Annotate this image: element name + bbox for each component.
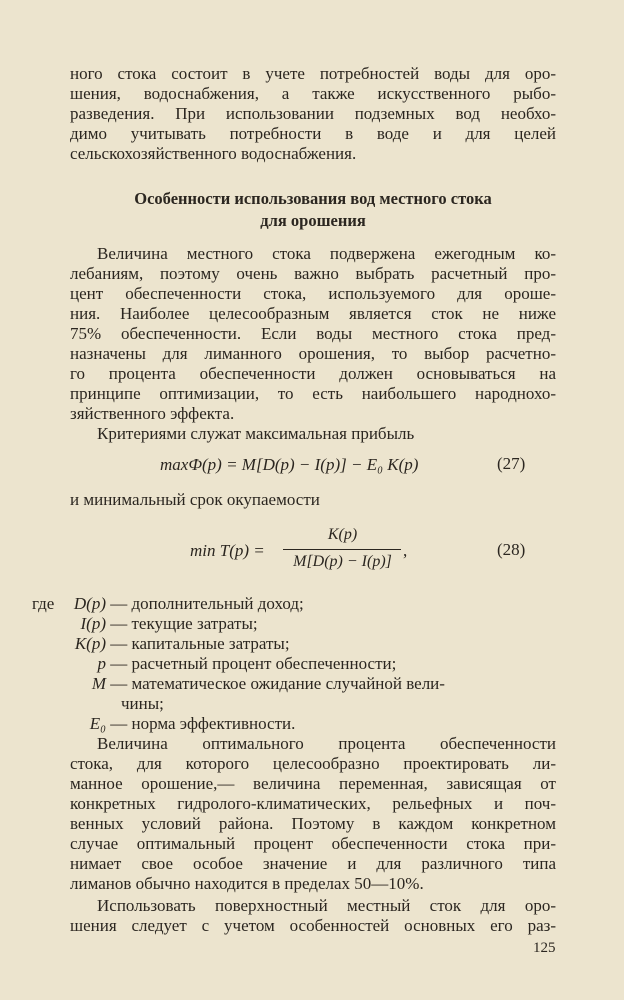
text-line: стока, для которого целесообразно проектировать ли- <box>70 754 556 773</box>
definition-item <box>66 714 295 734</box>
definition-item <box>66 654 396 674</box>
definition-symbol: K(p) <box>74 634 106 653</box>
definition-item <box>66 674 445 694</box>
definitions-lead: где <box>32 594 55 613</box>
definition-text: — расчетный процент обеспеченности; <box>110 654 397 673</box>
text-line: ния. Наиболее целесообразным является сток не ниже <box>70 304 556 323</box>
definition-text: — дополнительный доход; <box>110 594 304 613</box>
definition-continuation: чины; <box>121 694 164 713</box>
definition-symbol: E₀ <box>89 714 106 733</box>
text-line: ного стока состоит в учете потребностей воды для оро- <box>70 64 556 83</box>
text-line: случае оптимальный процент обеспеченности стока при- <box>70 834 556 853</box>
text-line: манное орошение,— величина переменная, зависящая от <box>70 774 556 793</box>
text-line: димо учитывать потребности в воде и для целей <box>70 124 556 143</box>
fraction-bar <box>283 549 401 550</box>
text-line: конкретных гидролого-климатических, рельефных и поч- <box>70 794 556 813</box>
definition-text: — капитальные затраты; <box>110 634 290 653</box>
text-line: нимает свое особое значение и для различного типа <box>70 854 556 873</box>
section-heading-line1: Особенности использования вод местного стока <box>134 189 492 208</box>
text-line: 75% обеспеченности. Если воды местного стока пред- <box>70 324 556 343</box>
text-line: шения следует с учетом особенностей основных его раз- <box>70 916 556 935</box>
text-line: цент обеспеченности стока, используемого для ороше- <box>70 284 556 303</box>
definition-symbol: I(p) <box>80 614 106 633</box>
equation-number-28: (28) <box>497 540 526 559</box>
definition-item <box>66 634 290 654</box>
text-line: лебаниям, поэтому очень важно выбрать расчетный про- <box>70 264 556 283</box>
text-line: сельскохозяйственного водоснабжения. <box>70 144 357 163</box>
definition-symbol: p <box>97 654 106 673</box>
definition-text: — норма эффективности. <box>110 714 296 733</box>
text-line: венных условий района. Поэтому в каждом конкретном <box>70 814 556 833</box>
formula-28-lhs: min T(p) = <box>190 541 265 560</box>
definition-symbol: D(p) <box>73 594 106 613</box>
text-line: Величина местного стока подвержена ежегодным ко- <box>97 244 556 263</box>
text-line: го процента обеспеченности должен основываться на <box>70 364 556 383</box>
definition-text: — математическое ожидание случайной вели- <box>110 674 445 693</box>
text-line: зяйственного эффекта. <box>70 404 235 423</box>
text-line: и минимальный срок окупаемости <box>70 490 320 509</box>
text-line: лиманов обычно находится в пределах 50—10%. <box>70 874 424 893</box>
formula-28-comma: , <box>403 541 408 560</box>
definition-item <box>66 614 258 634</box>
formula-28-numerator: K(p) <box>327 526 358 543</box>
definition-symbol: M <box>91 674 106 693</box>
page-number: 125 <box>533 940 556 956</box>
text-line: назначены для лиманного орошения, то выбор расчетно- <box>70 344 556 363</box>
equation-number-27: (27) <box>497 454 526 473</box>
text-line: Величина оптимального процента обеспеченности <box>97 734 556 753</box>
text-line: Критериями служат максимальная прибыль <box>97 424 415 443</box>
text-line: принципе оптимизации, то есть наибольшего народнохо- <box>70 384 556 403</box>
formula-27: maxФ(p) = M[D(p) − I(p)] − E₀ K(p) <box>160 455 419 474</box>
text-line: шения, водоснабжения, а также искусственного рыбо- <box>70 84 556 103</box>
definition-item <box>66 594 304 614</box>
section-heading-line2: для орошения <box>260 211 366 230</box>
text-line: разведения. При использовании подземных вод необхо- <box>70 104 556 123</box>
formula-28-denominator: M[D(p) − I(p)] <box>293 553 392 570</box>
definition-text: — текущие затраты; <box>110 614 258 633</box>
text-line: Использовать поверхностный местный сток для оро- <box>97 896 556 915</box>
